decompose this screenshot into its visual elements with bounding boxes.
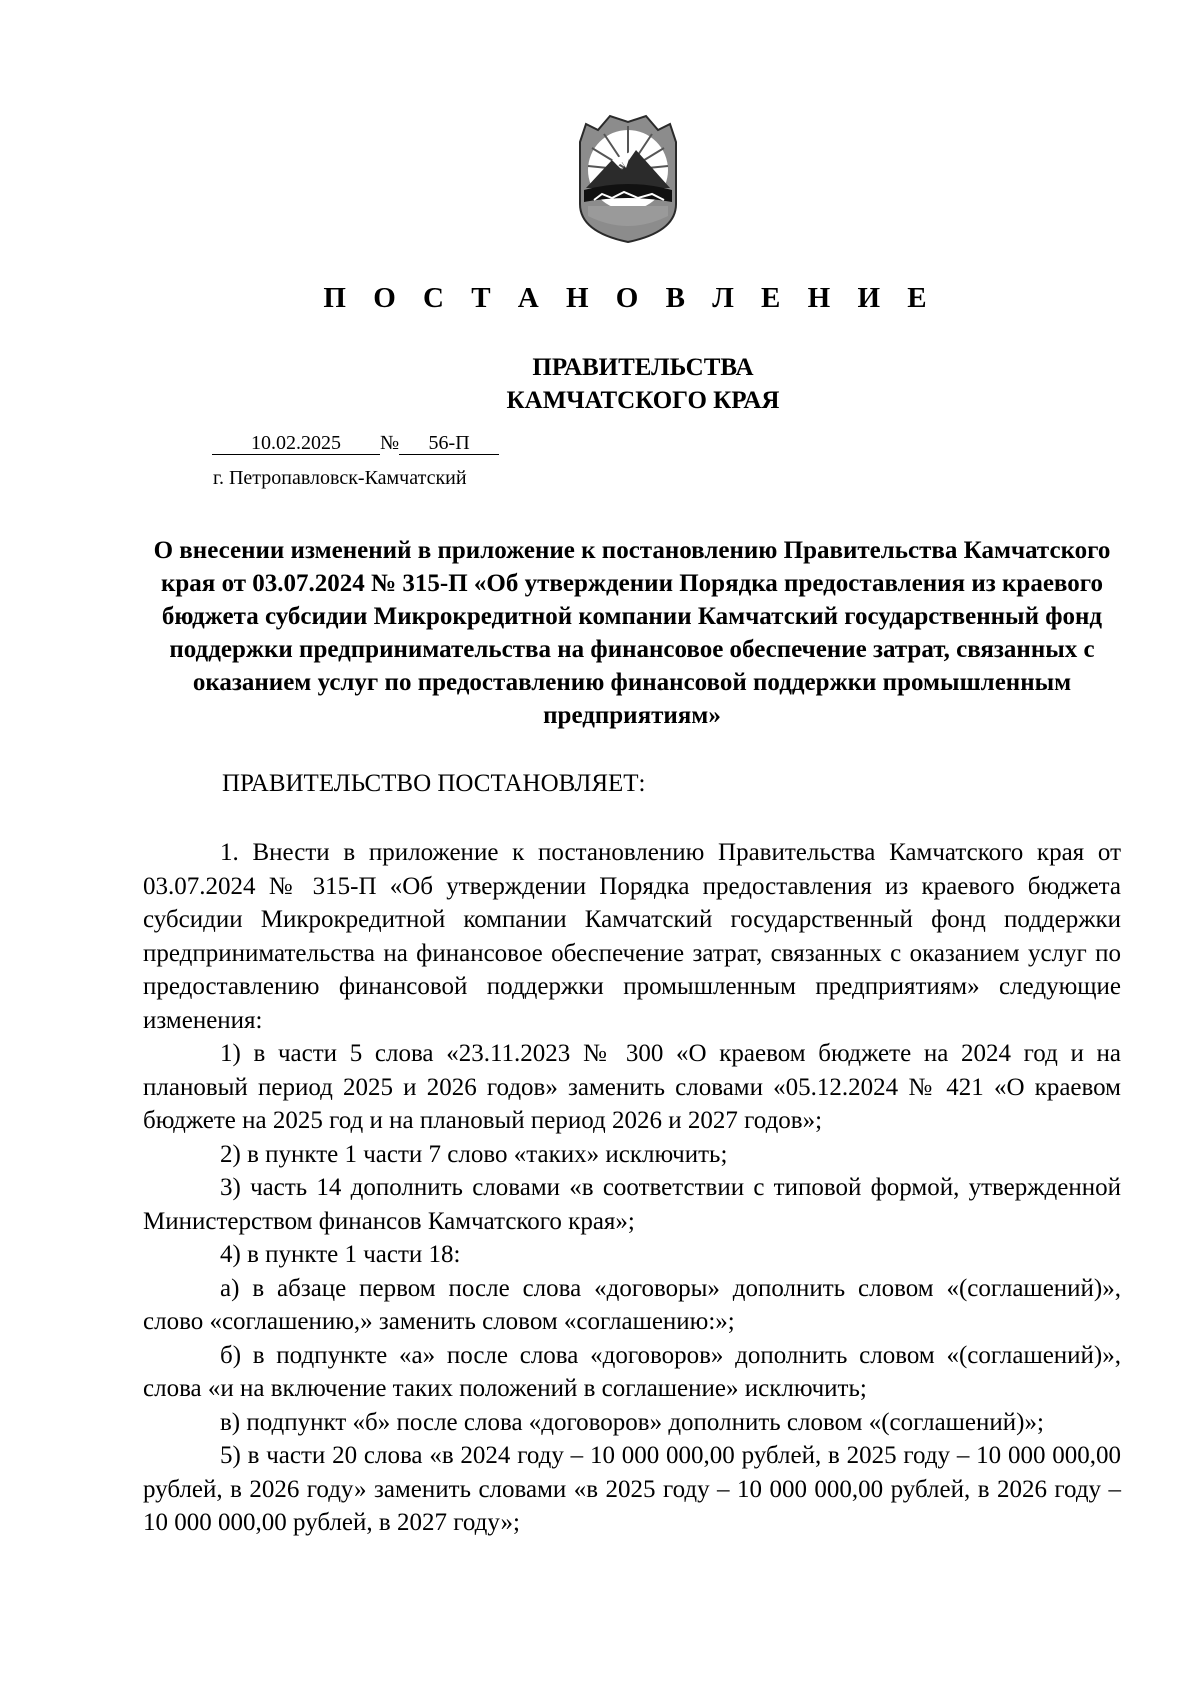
registration-line bbox=[212, 432, 499, 455]
body-paragraph: 1. Внести в приложение к постановлению Правительства Камчатского края от 03.07.2024 № 315-П «Об утверждении Порядка предоставления из краевого бюджета субсидии Микрокредитной компании Камчатский государственный фонд поддержки предпринимательства на финансовое обеспечение затрат, связанных с оказанием услуг по предоставлению финансовой поддержки промышленным предприятиям» следующие изменения: bbox=[143, 839, 1121, 1034]
document-date: 10.02.2025 bbox=[212, 432, 380, 455]
body-paragraph: 5) в части 20 слова «в 2024 году – 10 000 000,00 рублей, в 2025 году – 10 000 000,00 рублей, в 2026 году» заменить словами «в 2025 году – 10 000 000,00 рублей, в 2026 году – 10 000 000,00 рублей, в 2027 году»; bbox=[143, 1442, 1121, 1536]
decree-statement: ПРАВИТЕЛЬСТВО ПОСТАНОВЛЯЕТ: bbox=[222, 770, 646, 797]
body-paragraph: в) подпункт «б» после слова «договоров» дополнить словом «(соглашений)»; bbox=[220, 1408, 1044, 1436]
number-sign: № bbox=[380, 432, 400, 454]
kamchatka-coat-of-arms-icon bbox=[572, 112, 684, 244]
document-body bbox=[143, 836, 1121, 1540]
body-paragraph: 1) в части 5 слова «23.11.2023 № 300 «О краевом бюджете на 2024 год и на плановый период 2025 и 2026 годов» заменить словами «05.12.2024 № 421 «О краевом бюджете на 2025 год и на плановый период 2026 и 2027 годов»; bbox=[143, 1040, 1121, 1134]
issuer-line-1: ПРАВИТЕЛЬСТВА bbox=[532, 354, 754, 381]
body-paragraph: 4) в пункте 1 части 18: bbox=[220, 1241, 461, 1268]
document-title: О внесении изменений в приложение к постановлению Правительства Камчатского края от 03.07.2024 № 315-П «Об утверждении Порядка предоставления из краевого бюджета субсидии Микрокредитной компании Камчатский государственный фонд поддержки предпринимательства на финансовое обеспечение затрат, связанных с оказанием услуг по предоставлению финансовой поддержки промышленным предприятиям» bbox=[153, 537, 1111, 729]
issuer-heading bbox=[300, 351, 986, 417]
body-paragraph: б) в подпункте «а» после слова «договоров» дополнить словом «(соглашений)», слова «и на включение таких положений в соглашение» исключить; bbox=[143, 1341, 1121, 1402]
body-paragraph: 2) в пункте 1 части 7 слово «таких» исключить; bbox=[220, 1140, 728, 1168]
document-type-heading: П О С Т А Н О В Л Е Н И Е bbox=[323, 282, 937, 314]
document-number: 56-П bbox=[399, 432, 499, 455]
body-paragraph: 3) часть 14 дополнить словами «в соответствии с типовой формой, утвержденной Министерством финансов Камчатского края»; bbox=[143, 1174, 1121, 1235]
body-paragraph: а) в абзаце первом после слова «договоры» дополнить словом «(соглашений)», слово «соглашению,» заменить словом «соглашению:»; bbox=[143, 1274, 1121, 1335]
issuer-line-2: КАМЧАТСКОГО КРАЯ bbox=[506, 387, 780, 414]
issuing-city: г. Петропавловск-Камчатский bbox=[213, 467, 467, 489]
